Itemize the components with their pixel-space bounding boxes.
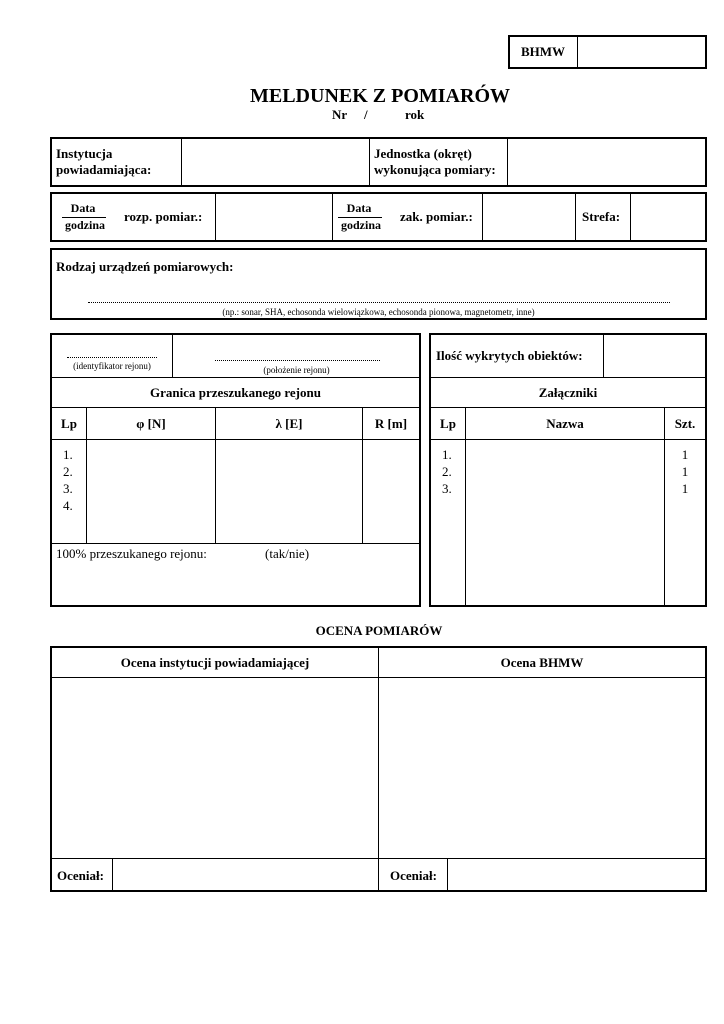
bhmw-badge-value-field[interactable] <box>579 37 705 67</box>
region-col-longitude: λ [E] <box>275 416 303 431</box>
assessment-right-header: Ocena BHMW <box>500 655 584 670</box>
region-col-lp: Lp <box>61 416 77 431</box>
assessment-title: OCENA POMIARÓW <box>315 623 443 638</box>
coverage-label: 100% przeszukanego rejonu: <box>56 546 207 561</box>
bhmw-badge-label: BHMW <box>520 44 566 59</box>
region-col-radius: R [m] <box>374 416 408 431</box>
region-border-title: Granica przeszukanego rejonu <box>150 385 321 400</box>
report-number-label: Nr <box>332 107 348 122</box>
start-time-label: godzina <box>64 218 105 232</box>
report-year-label: rok <box>405 107 425 122</box>
list-item: 1. <box>63 447 73 462</box>
list-item: 3. <box>63 481 73 496</box>
assessment-left-field[interactable] <box>53 679 377 857</box>
attachments-col-lp: Lp <box>440 416 456 431</box>
region-position-hint: (położenie rejonu) <box>263 365 330 375</box>
equipment-field[interactable] <box>88 302 670 303</box>
left-rated-by-field[interactable] <box>114 860 377 889</box>
region-coordinates-grid[interactable] <box>88 441 417 541</box>
institution-field[interactable] <box>183 140 367 184</box>
list-item: 4. <box>63 498 73 513</box>
attachments-name-field[interactable] <box>467 441 663 604</box>
attachments-title: Załączniki <box>538 385 598 400</box>
region-identifier-hint: (identyfikator rejonu) <box>73 361 151 371</box>
region-identifier-field[interactable] <box>67 357 157 358</box>
list-item: 1 <box>681 481 689 496</box>
region-row-numbers <box>63 446 73 514</box>
end-date-label: Data <box>346 201 372 215</box>
region-position-field[interactable] <box>215 360 380 361</box>
equipment-label: Rodzaj urządzeń pomiarowych: <box>56 259 234 274</box>
assessment-left-header: Ocena instytucji powiadamiającej <box>120 655 310 670</box>
attachments-col-qty: Szt. <box>674 416 696 431</box>
list-item: 2. <box>63 464 73 479</box>
list-item: 2. <box>442 464 452 479</box>
document-title: MELDUNEK Z POMIARÓW <box>250 85 510 107</box>
institution-label: Instytucja powiadamiająca: <box>56 146 152 177</box>
detected-objects-field[interactable] <box>605 336 704 376</box>
attachments-row-numbers <box>442 446 452 497</box>
right-rated-by-field[interactable] <box>449 860 704 889</box>
list-item: 3. <box>442 481 452 496</box>
end-date-field[interactable] <box>484 195 573 239</box>
detected-objects-label: Ilość wykrytych obiektów: <box>436 348 583 363</box>
equipment-hint: (np.: sonar, SHA, echosonda wielowiązkowa, echosonda pionowa, magnetometr, inne) <box>222 307 535 317</box>
list-item: 1. <box>442 447 452 462</box>
list-item: 1 <box>681 464 689 479</box>
end-measurement-label: zak. pomiar.: <box>400 209 473 224</box>
attachments-col-name: Nazwa <box>546 416 584 431</box>
region-col-latitude: φ [N] <box>136 416 166 431</box>
attachments-quantities <box>665 446 705 497</box>
start-measurement-label: rozp. pomiar.: <box>124 209 203 224</box>
right-rated-by-label: Oceniał: <box>390 868 437 883</box>
assessment-right-field[interactable] <box>380 679 704 857</box>
start-date-field[interactable] <box>217 195 330 239</box>
zone-label: Strefa: <box>582 209 621 224</box>
unit-field[interactable] <box>509 140 704 184</box>
list-item: 1 <box>681 447 689 462</box>
left-rated-by-label: Oceniał: <box>57 868 104 883</box>
end-time-label: godzina <box>340 218 381 232</box>
report-number-slash: / <box>364 107 368 122</box>
zone-field[interactable] <box>632 195 704 239</box>
start-date-label: Data <box>70 201 96 215</box>
unit-label: Jednostka (okręt) wykonująca pomiary: <box>374 146 496 177</box>
coverage-options[interactable]: (tak/nie) <box>265 546 310 561</box>
